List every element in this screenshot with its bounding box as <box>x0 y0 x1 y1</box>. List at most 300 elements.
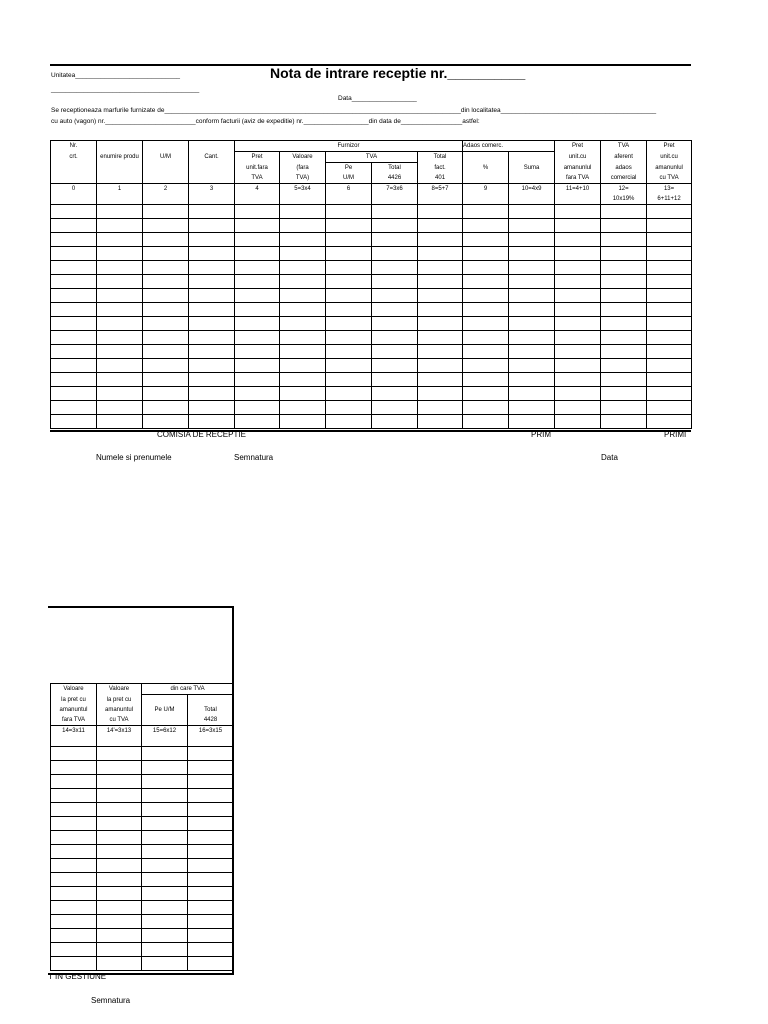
code-cell: 3 <box>189 184 235 195</box>
empty-cell <box>601 345 647 359</box>
empty-cell <box>418 247 463 261</box>
empty-cell <box>509 317 555 331</box>
empty-cell <box>235 345 280 359</box>
table-row <box>51 401 692 415</box>
empty-cell <box>647 373 692 387</box>
empty-cell <box>555 219 601 233</box>
empty-cell <box>97 844 142 858</box>
code-cell: 14'=3x13 <box>97 725 142 746</box>
empty-cell <box>418 219 463 233</box>
empty-cell <box>143 303 189 317</box>
empty-cell <box>647 415 692 429</box>
empty-cell <box>51 205 97 219</box>
empty-cell <box>418 331 463 345</box>
empty-cell <box>280 387 326 401</box>
empty-cell <box>97 886 142 900</box>
empty-cell <box>97 331 143 345</box>
empty-cell <box>51 816 97 830</box>
empty-cell <box>326 247 372 261</box>
table-row <box>51 233 692 247</box>
fragment-top-rule <box>48 606 234 608</box>
empty-cell <box>418 233 463 247</box>
gestiune-label: T IN GESTIUNE <box>48 972 107 981</box>
empty-cell <box>188 942 234 956</box>
empty-cell <box>372 219 418 233</box>
table-row <box>51 373 692 387</box>
empty-cell <box>97 205 143 219</box>
empty-cell <box>418 387 463 401</box>
empty-cell <box>51 387 97 401</box>
table-row <box>51 942 234 956</box>
empty-cell <box>97 900 142 914</box>
empty-cell <box>601 289 647 303</box>
table-row <box>51 205 692 219</box>
empty-cell <box>326 359 372 373</box>
pe-um-header-2: U/M <box>326 173 372 184</box>
empty-cell <box>509 345 555 359</box>
code-cell: 0 <box>51 184 97 195</box>
empty-cell <box>97 830 142 844</box>
empty-cell <box>326 345 372 359</box>
data-label: Data <box>601 453 618 462</box>
empty-cell <box>372 233 418 247</box>
empty-cell <box>235 233 280 247</box>
empty-cell <box>601 205 647 219</box>
empty-cell <box>326 331 372 345</box>
empty-cell <box>97 359 143 373</box>
empty-cell <box>142 858 188 872</box>
empty-cell <box>372 415 418 429</box>
empty-cell <box>372 275 418 289</box>
empty-cell <box>647 275 692 289</box>
empty-cell <box>280 205 326 219</box>
pret-header-2: unit.fara <box>235 163 280 174</box>
empty-cell <box>235 331 280 345</box>
val1-header-1: Valoare <box>51 684 97 695</box>
table-row <box>51 317 692 331</box>
code-cell: 7=3x6 <box>372 184 418 195</box>
data-field: Data__________________ <box>338 95 417 102</box>
empty-cell <box>372 359 418 373</box>
empty-cell <box>143 373 189 387</box>
empty-cell <box>509 261 555 275</box>
empty-cell <box>235 205 280 219</box>
empty-cell <box>235 247 280 261</box>
empty-cell <box>463 289 509 303</box>
tva-adaos-header-1: TVA <box>601 141 647 152</box>
empty-cell <box>555 331 601 345</box>
empty-cell <box>463 233 509 247</box>
tva-group: TVA <box>326 152 418 163</box>
empty-cell <box>372 303 418 317</box>
table-row <box>51 914 234 928</box>
empty-cell <box>51 900 97 914</box>
total-tva-header-2: 4426 <box>372 173 418 184</box>
empty-cell <box>97 247 143 261</box>
empty-cell <box>142 746 188 760</box>
empty-cell <box>509 387 555 401</box>
empty-cell <box>372 289 418 303</box>
empty-cell <box>51 317 97 331</box>
empty-cell <box>142 956 188 970</box>
table-row <box>51 275 692 289</box>
empty-cell <box>601 303 647 317</box>
empty-cell <box>601 317 647 331</box>
empty-cell <box>280 373 326 387</box>
val2-header-3: amanuntul <box>97 705 142 715</box>
empty-cell <box>418 317 463 331</box>
empty-cell <box>601 401 647 415</box>
empty-cell <box>97 415 143 429</box>
empty-cell <box>463 345 509 359</box>
empty-cell <box>326 303 372 317</box>
empty-cell <box>418 373 463 387</box>
empty-cell <box>97 261 143 275</box>
empty-cell <box>509 205 555 219</box>
empty-cell <box>555 261 601 275</box>
table-row <box>51 387 692 401</box>
empty-cell <box>463 303 509 317</box>
empty-cell <box>143 247 189 261</box>
empty-cell <box>647 401 692 415</box>
table-row <box>51 858 234 872</box>
empty-cell <box>647 359 692 373</box>
empty-cell <box>601 373 647 387</box>
empty-cell <box>326 219 372 233</box>
empty-cell <box>97 788 142 802</box>
semnatura-label: Semnatura <box>234 453 274 462</box>
empty-cell <box>647 219 692 233</box>
empty-cell <box>189 233 235 247</box>
empty-cell <box>601 359 647 373</box>
empty-cell <box>143 317 189 331</box>
unitatea-field: Unitatea_____________________________ <box>51 72 181 79</box>
empty-cell <box>372 401 418 415</box>
empty-cell <box>51 345 97 359</box>
empty-cell <box>51 774 97 788</box>
empty-cell <box>142 942 188 956</box>
empty-cell <box>463 317 509 331</box>
empty-cell <box>372 261 418 275</box>
empty-cell <box>509 331 555 345</box>
empty-cell <box>509 401 555 415</box>
total-fact-header-3: 401 <box>418 173 463 184</box>
empty-cell <box>326 289 372 303</box>
empty-cell <box>372 205 418 219</box>
empty-cell <box>188 844 234 858</box>
empty-cell <box>601 247 647 261</box>
cant-header: Cant. <box>189 152 235 163</box>
table-row <box>51 331 692 345</box>
empty-cell <box>97 802 142 816</box>
empty-cell <box>51 788 97 802</box>
pret-am-header-1: Pret <box>555 141 601 152</box>
empty-cell <box>97 233 143 247</box>
empty-cell <box>509 415 555 429</box>
empty-cell <box>647 387 692 401</box>
tva-adaos-header-3: adaos <box>601 163 647 174</box>
empty-cell <box>189 373 235 387</box>
total-4428-header-1: Total <box>188 705 234 715</box>
empty-cell <box>143 275 189 289</box>
table-row <box>51 900 234 914</box>
empty-cell <box>647 289 692 303</box>
empty-cell <box>326 401 372 415</box>
empty-cell <box>463 247 509 261</box>
table-row <box>51 303 692 317</box>
code-cell: 10x19% <box>601 194 647 205</box>
empty-cell <box>188 760 234 774</box>
empty-cell <box>235 275 280 289</box>
empty-cell <box>189 261 235 275</box>
empty-cell <box>372 317 418 331</box>
empty-cell <box>97 345 143 359</box>
empty-cell <box>235 359 280 373</box>
table-row <box>51 359 692 373</box>
empty-cell <box>326 387 372 401</box>
empty-cell <box>326 275 372 289</box>
empty-cell <box>555 415 601 429</box>
pret-am-header-3: amanunlul <box>555 163 601 174</box>
empty-cell <box>463 275 509 289</box>
empty-cell <box>188 872 234 886</box>
empty-cell <box>188 956 234 970</box>
empty-cell <box>280 261 326 275</box>
valoare-header-3: TVA) <box>280 173 326 184</box>
empty-cell <box>51 289 97 303</box>
empty-cell <box>280 289 326 303</box>
empty-cell <box>51 914 97 928</box>
table-row <box>51 788 234 802</box>
empty-cell <box>280 415 326 429</box>
code-cell: 9 <box>463 184 509 195</box>
empty-cell <box>555 303 601 317</box>
table-row <box>51 830 234 844</box>
empty-cell <box>189 387 235 401</box>
empty-cell <box>143 205 189 219</box>
empty-cell <box>189 289 235 303</box>
code-cell: 16=3x15 <box>188 725 234 746</box>
empty-cell <box>51 746 97 760</box>
table-row <box>51 760 234 774</box>
numele-label: Numele si prenumele <box>96 453 172 462</box>
empty-cell <box>235 219 280 233</box>
denumire-header: enumire produ <box>97 152 143 163</box>
empty-cell <box>51 331 97 345</box>
empty-cell <box>51 415 97 429</box>
empty-cell <box>142 816 188 830</box>
empty-cell <box>280 303 326 317</box>
empty-cell <box>418 205 463 219</box>
table-row <box>51 774 234 788</box>
empty-cell <box>142 760 188 774</box>
val1-header-2: la pret cu <box>51 695 97 705</box>
empty-cell <box>142 886 188 900</box>
empty-cell <box>143 233 189 247</box>
empty-cell <box>555 233 601 247</box>
empty-cell <box>188 900 234 914</box>
table-row <box>51 219 692 233</box>
empty-cell <box>280 331 326 345</box>
empty-cell <box>418 401 463 415</box>
empty-cell <box>601 415 647 429</box>
empty-cell <box>463 415 509 429</box>
total-4428-header-2: 4428 <box>188 715 234 726</box>
empty-cell <box>142 928 188 942</box>
empty-cell <box>142 914 188 928</box>
furnizor-group: Furnizor <box>235 141 463 152</box>
prim-label: PRIM <box>531 430 551 439</box>
code-cell: 12= <box>601 184 647 195</box>
table-row <box>51 802 234 816</box>
code-cell: 6 <box>326 184 372 195</box>
empty-cell <box>280 247 326 261</box>
code-cell: 8=5+7 <box>418 184 463 195</box>
empty-cell <box>555 387 601 401</box>
pret-tva-header-4: cu TVA <box>647 173 692 184</box>
um-header: U/M <box>143 152 189 163</box>
tva-adaos-header-4: comercial <box>601 173 647 184</box>
empty-cell <box>555 401 601 415</box>
adaos-group: Adaos comerc. <box>463 141 555 152</box>
pe-um-header: Pe U/M <box>142 705 188 715</box>
empty-cell <box>418 275 463 289</box>
empty-cell <box>555 373 601 387</box>
empty-cell <box>189 415 235 429</box>
empty-cell <box>555 317 601 331</box>
empty-cell <box>280 219 326 233</box>
empty-cell <box>97 373 143 387</box>
table-row <box>51 247 692 261</box>
empty-cell <box>647 233 692 247</box>
empty-cell <box>463 373 509 387</box>
pret-header-3: TVA <box>235 173 280 184</box>
empty-cell <box>97 872 142 886</box>
empty-cell <box>51 942 97 956</box>
empty-cell <box>97 317 143 331</box>
empty-cell <box>142 844 188 858</box>
empty-cell <box>51 886 97 900</box>
primi-label: PRIMI <box>664 430 687 439</box>
empty-cell <box>647 331 692 345</box>
val2-header-1: Valoare <box>97 684 142 695</box>
empty-cell <box>463 261 509 275</box>
empty-cell <box>326 205 372 219</box>
empty-cell <box>418 261 463 275</box>
factura-line: cu auto (vagon) nr._________________________conform facturii (aviz de expeditie) nr.__________________din data de_________________astfel: <box>51 118 480 125</box>
empty-cell <box>372 345 418 359</box>
empty-cell <box>418 415 463 429</box>
empty-cell <box>463 359 509 373</box>
empty-cell <box>326 317 372 331</box>
din-care-tva-group: din care TVA <box>142 684 234 695</box>
empty-cell <box>188 928 234 942</box>
empty-cell <box>143 261 189 275</box>
empty-cell <box>142 872 188 886</box>
empty-cell <box>463 331 509 345</box>
empty-cell <box>97 914 142 928</box>
empty-cell <box>326 373 372 387</box>
empty-cell <box>97 816 142 830</box>
furnizor-line: Se receptioneaza marfurile furnizate de__________________________________________________________________________________din localitatea___________________________________________ <box>51 107 657 114</box>
empty-cell <box>51 858 97 872</box>
empty-cell <box>555 205 601 219</box>
empty-cell <box>188 802 234 816</box>
empty-cell <box>509 289 555 303</box>
suma-header: Suma <box>509 163 555 174</box>
empty-cell <box>418 289 463 303</box>
unitatea-blank-line: _________________________________________ <box>51 86 200 93</box>
valoare-header-2: (fara <box>280 163 326 174</box>
pe-um-header-1: Pe <box>326 163 372 174</box>
empty-cell <box>189 247 235 261</box>
code-cell: 4 <box>235 184 280 195</box>
empty-cell <box>51 956 97 970</box>
empty-cell <box>51 275 97 289</box>
code-cell: 15=6x12 <box>142 725 188 746</box>
empty-cell <box>142 788 188 802</box>
pret-tva-header-2: unit.cu <box>647 152 692 163</box>
empty-cell <box>143 331 189 345</box>
empty-cell <box>142 774 188 788</box>
empty-cell <box>601 233 647 247</box>
empty-cell <box>463 401 509 415</box>
empty-cell <box>188 830 234 844</box>
pret-am-header-4: fara TVA <box>555 173 601 184</box>
empty-cell <box>601 331 647 345</box>
empty-cell <box>51 928 97 942</box>
empty-cell <box>326 261 372 275</box>
code-cell: 5=3x4 <box>280 184 326 195</box>
empty-cell <box>51 830 97 844</box>
empty-cell <box>143 401 189 415</box>
empty-cell <box>188 746 234 760</box>
empty-cell <box>372 247 418 261</box>
empty-cell <box>647 261 692 275</box>
empty-cell <box>189 401 235 415</box>
empty-cell <box>97 289 143 303</box>
empty-cell <box>97 387 143 401</box>
table-row <box>51 928 234 942</box>
empty-cell <box>372 331 418 345</box>
empty-cell <box>463 219 509 233</box>
code-cell: 1 <box>97 184 143 195</box>
empty-cell <box>372 373 418 387</box>
empty-cell <box>647 303 692 317</box>
table-row <box>51 816 234 830</box>
empty-cell <box>326 233 372 247</box>
empty-cell <box>418 345 463 359</box>
tva-adaos-header-2: aferent <box>601 152 647 163</box>
code-cell: 14=3x11 <box>51 725 97 746</box>
empty-cell <box>97 303 143 317</box>
val2-header-2: la pret cu <box>97 695 142 705</box>
empty-cell <box>189 359 235 373</box>
empty-cell <box>280 233 326 247</box>
empty-cell <box>280 345 326 359</box>
empty-cell <box>509 219 555 233</box>
val1-header-3: amanuntul <box>51 705 97 715</box>
empty-cell <box>555 345 601 359</box>
empty-cell <box>418 303 463 317</box>
empty-cell <box>189 205 235 219</box>
empty-cell <box>601 387 647 401</box>
empty-cell <box>189 303 235 317</box>
total-fact-header-1: Total <box>418 152 463 163</box>
empty-cell <box>143 387 189 401</box>
table-row <box>51 886 234 900</box>
val2-header-4: cu TVA <box>97 715 142 726</box>
